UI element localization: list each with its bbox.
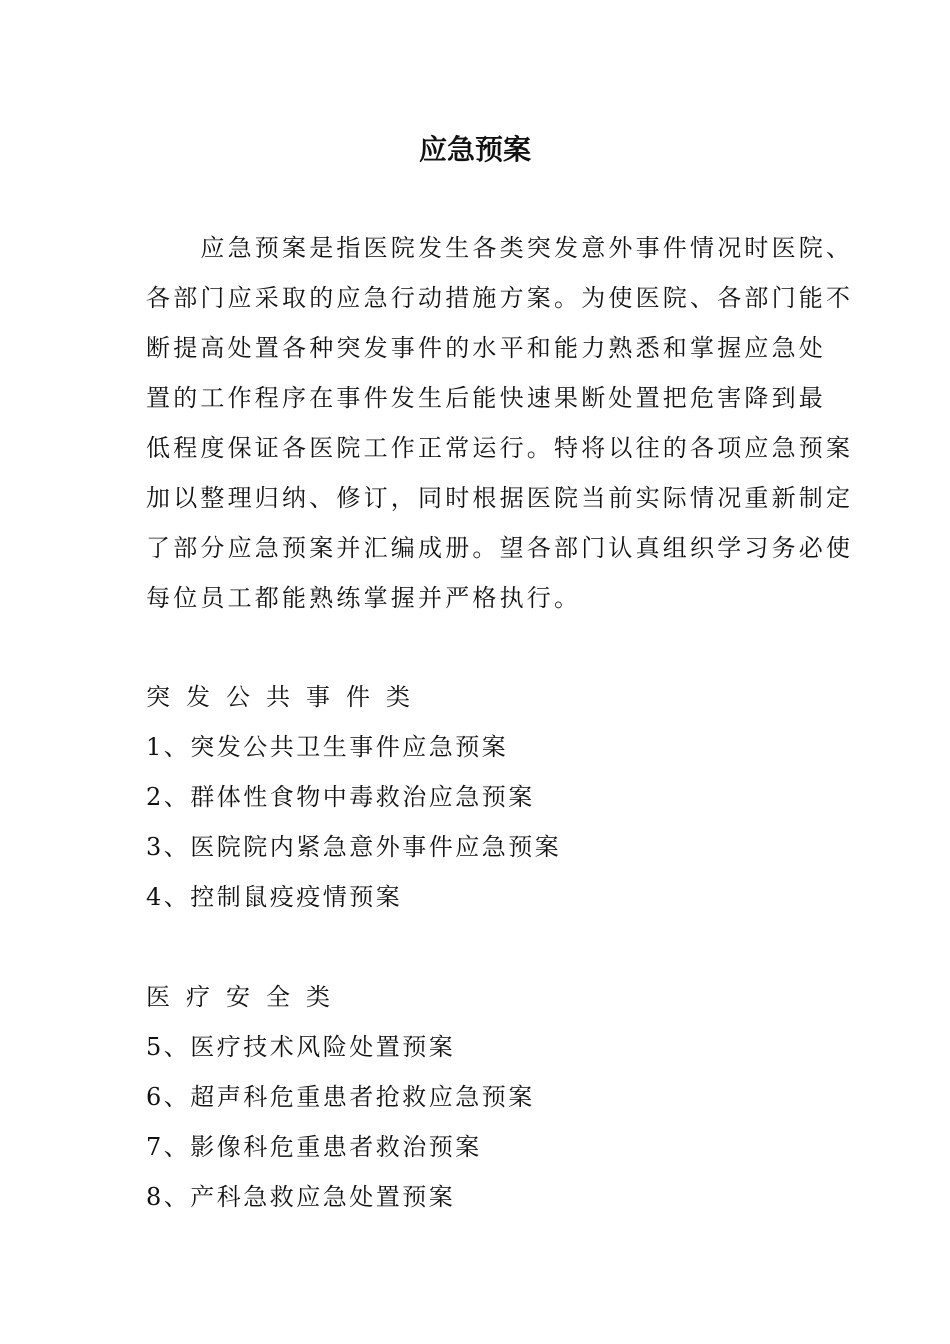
- list-item: 7、影像科危重患者救治预案: [146, 1133, 482, 1161]
- intro-line: 置的工作程序在事件发生后能快速果断处置把危害降到最: [146, 384, 826, 412]
- list-item: 5、医疗技术风险处置预案: [146, 1033, 456, 1061]
- list-item: 3、医院院内紧急意外事件应急预案: [146, 833, 562, 861]
- intro-line: 应急预案是指医院发生各类突发意外事件情况时医院、: [146, 234, 854, 262]
- intro-line: 每位员工都能熟练掌握并严格执行。: [146, 584, 582, 612]
- intro-line: 各部门应采取的应急行动措施方案。为使医院、各部门能不: [146, 284, 854, 312]
- intro-line: 了部分应急预案并汇编成册。望各部门认真组织学习务必使: [146, 534, 854, 562]
- section-heading: 医疗安全类: [146, 983, 346, 1011]
- list-item: 6、超声科危重患者抢救应急预案: [146, 1083, 535, 1111]
- page-title: 应急预案: [418, 133, 531, 166]
- list-item: 8、产科急救应急处置预案: [146, 1183, 456, 1211]
- list-item: 2、群体性食物中毒救治应急预案: [146, 783, 535, 811]
- intro-line: 低程度保证各医院工作正常运行。特将以往的各项应急预案: [146, 434, 854, 462]
- list-item: 4、控制鼠疫疫情预案: [146, 883, 403, 911]
- list-item: 1、突发公共卫生事件应急预案: [146, 733, 509, 761]
- intro-line: 断提高处置各种突发事件的水平和能力熟悉和掌握应急处: [146, 334, 826, 362]
- intro-line: 加以整理归纳、修订，同时根据医院当前实际情况重新制定: [146, 484, 854, 512]
- section-heading: 突发公共事件类: [146, 683, 426, 711]
